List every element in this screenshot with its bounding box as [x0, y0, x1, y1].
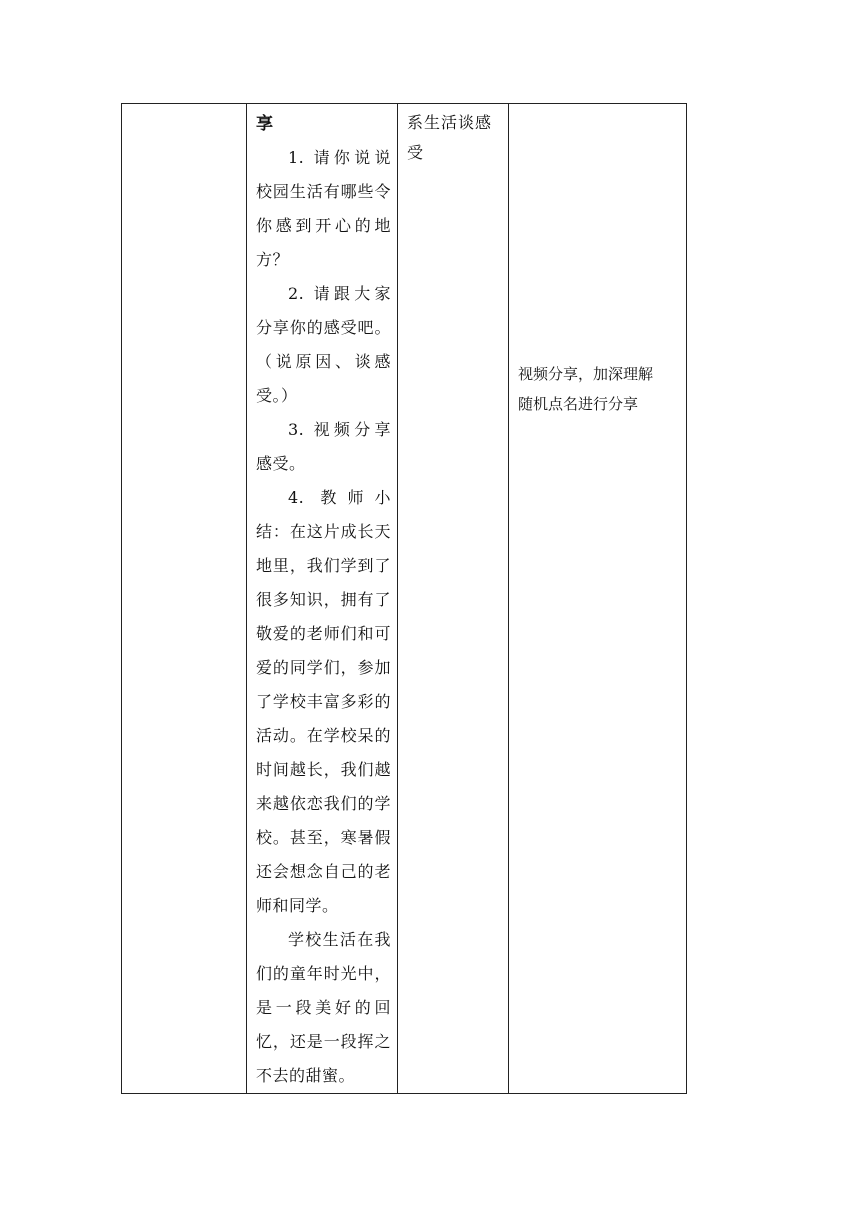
design-intent-line-1: 视频分享，加深理解: [518, 365, 654, 383]
student-activity-cell: [398, 104, 509, 1094]
paragraph-video-share: 3. 视频分享感受。: [256, 420, 391, 473]
table-row: [122, 104, 687, 1094]
cell-heading: 享: [256, 114, 273, 134]
paragraph-question-2: 2. 请跟大家分享你的感受吧。（说原因、谈感受。）: [256, 284, 391, 405]
paragraph-closing: 学校生活在我们的童年时光中，是一段美好的回忆，还是一段挥之不去的甜蜜。: [256, 930, 391, 1085]
student-activity-text: 系生活谈感受: [407, 113, 493, 162]
design-intent-note: [518, 359, 683, 419]
lesson-plan-table: [121, 103, 687, 1094]
empty-cell: [122, 104, 247, 1094]
paragraph-question-1: 1. 请你说说校园生活有哪些令你感到开心的地方？: [256, 148, 391, 269]
paragraph-teacher-summary: 4. 教师小结：在这片成长天地里，我们学到了很多知识，拥有了敬爱的老师们和可爱的同学们，参加了学校丰富多彩的活动。在学校呆的时间越长，我们越来越依恋我们的学校。甚至，寒暑假还会想念自己的老师和同学。: [256, 488, 391, 915]
design-intent-cell: [509, 104, 687, 1094]
teacher-activity-cell: [247, 104, 398, 1094]
design-intent-line-2: 随机点名进行分享: [518, 395, 639, 413]
